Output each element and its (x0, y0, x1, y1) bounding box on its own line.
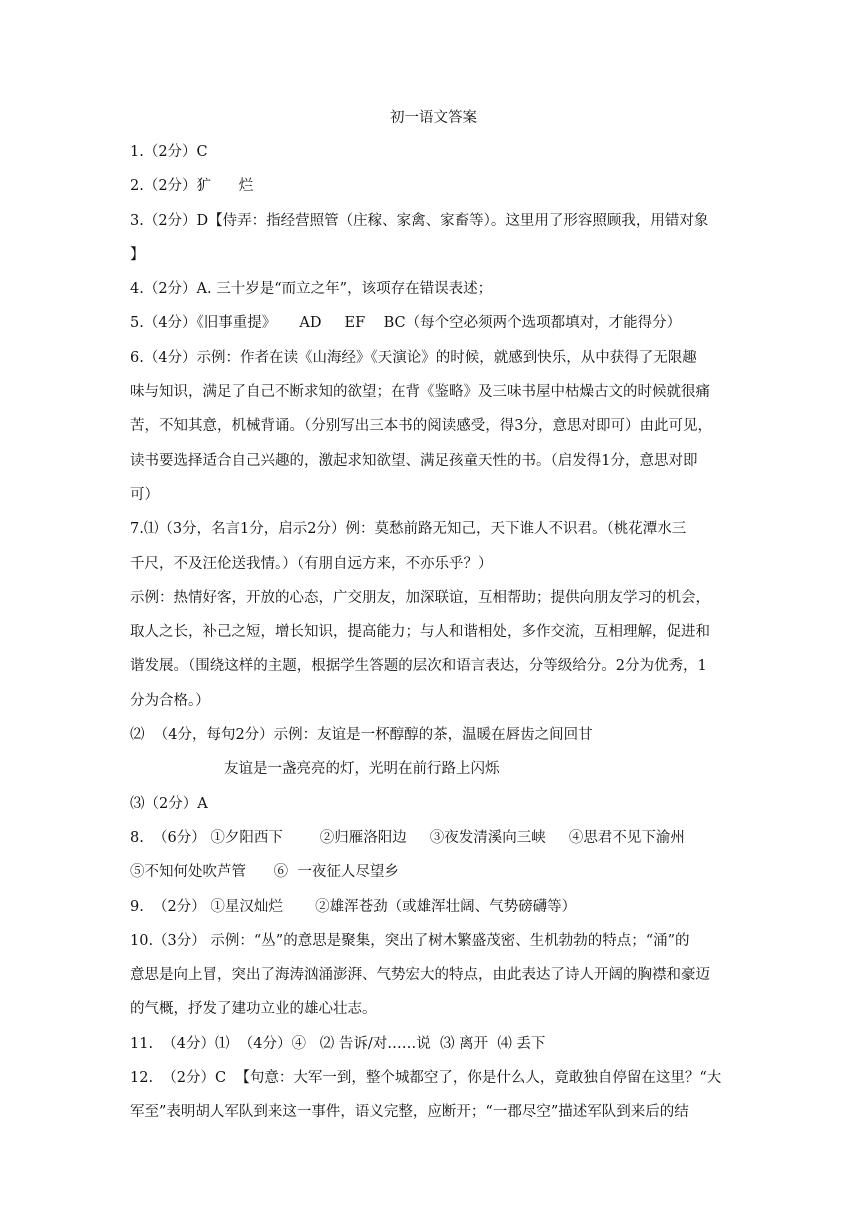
answer-line: 可） (130, 486, 159, 503)
answer-line: 4.（2分）A. 三十岁是“而立之年”，该项存在错误表述； (130, 281, 493, 298)
answer-line: 示例：热情好客，开放的心态，广交朋友，加深联谊，互相帮助；提供向朋友学习的机会， (130, 589, 710, 606)
answer-line: ⑵ （4分，每句2分）示例：友谊是一杯醇醇的茶，温暖在唇齿之间回甘 (130, 727, 593, 744)
answer-line: 11. （4分）⑴ （4分）④ ⑵ 告诉/对……说 ⑶ 离开 ⑷ 丢下 (130, 1035, 546, 1052)
answer-line: 苦，不知其意，机械背诵。（分别写出三本书的阅读感受，得3分，意思对即可）由此可见， (130, 418, 712, 435)
answer-body (130, 135, 742, 1130)
answer-line: 2.（2分）犷 烂 (130, 178, 254, 195)
answer-line: 读书要选择适合自己兴趣的，激起求知欲望、满足孩童天性的书。（启发得1分，意思对即 (130, 452, 698, 469)
answer-line: 千尺，不及汪伦送我情。）（有朋自远方来，不亦乐乎？） (130, 555, 493, 572)
answer-line: 分为合格。） (130, 692, 210, 709)
answer-line: 谐发展。（围绕这样的主题，根据学生答题的层次和语言表达，分等级给分。2分为优秀，1 (130, 658, 707, 675)
answer-line: 友谊是一盏亮亮的灯，光明在前行路上闪烁 (224, 761, 500, 778)
answer-line: 7.⑴（3分，名言1分，启示2分）例：莫愁前路无知己，天下谁人不识君。（桃花潭水三 (130, 521, 687, 538)
answer-line: 意思是向上冒，突出了海涛汹涌澎湃、气势宏大的特点，由此表达了诗人开阔的胸襟和豪迈 (130, 967, 710, 984)
answer-line: 12. （2分）C 【句意：大军一到，整个城都空了，你是什么人，竟敢独自停留在这里？“大 (130, 1070, 722, 1087)
answer-line: 取人之长，补己之短，增长知识，提高能力；与人和谐相处，多作交流，互相理解，促进和 (130, 624, 710, 641)
document-title: 初一语文答案 (390, 110, 477, 126)
answer-line: 军至”表明胡人军队到来这一事件，语义完整，应断开；“一郡尽空”描述军队到来后的结 (130, 1104, 689, 1121)
answer-line: ⑶（2分）A (130, 795, 208, 812)
answer-line: ⑤不知何处吹芦管 ⑥ 一夜征人尽望乡 (130, 864, 399, 881)
answer-line: 9. （2分） ①星汉灿烂 ②雄浑苍劲（或雄浑壮阔、气势磅礴等） (130, 898, 577, 915)
answer-line: 1.（2分）C (130, 144, 208, 160)
answer-line: 】 (130, 246, 145, 263)
answer-line: 味与知识，满足了自己不断求知的欲望；在背《鉴略》及三味书屋中枯燥古文的时候就很痛 (130, 384, 710, 401)
answer-line: 5.（4分）《旧事重提》 AD EF BC（每个空必须两个选项都填对，才能得分） (130, 315, 682, 332)
answer-line: 3.（2分）D【侍弄：指经营照管（庄稼、家禽、家畜等）。这里用了形容照顾我，用错对象 (130, 212, 709, 229)
answer-line: 的气概，抒发了建功立业的雄心壮志。 (130, 1001, 377, 1018)
answer-line: 6.（4分）示例：作者在读《山海经》《天演论》的时候，就感到快乐，从中获得了无限趣 (130, 349, 697, 366)
answer-line: 10.（3分） 示例：“丛”的意思是聚集，突出了树木繁盛茂密、生机勃勃的特点；“涌”的 (130, 932, 690, 949)
answer-line: 8. （6分） ①夕阳西下 ②归雁洛阳边 ③夜发清溪向三峡 ④思君不见下渝州 (130, 829, 685, 846)
